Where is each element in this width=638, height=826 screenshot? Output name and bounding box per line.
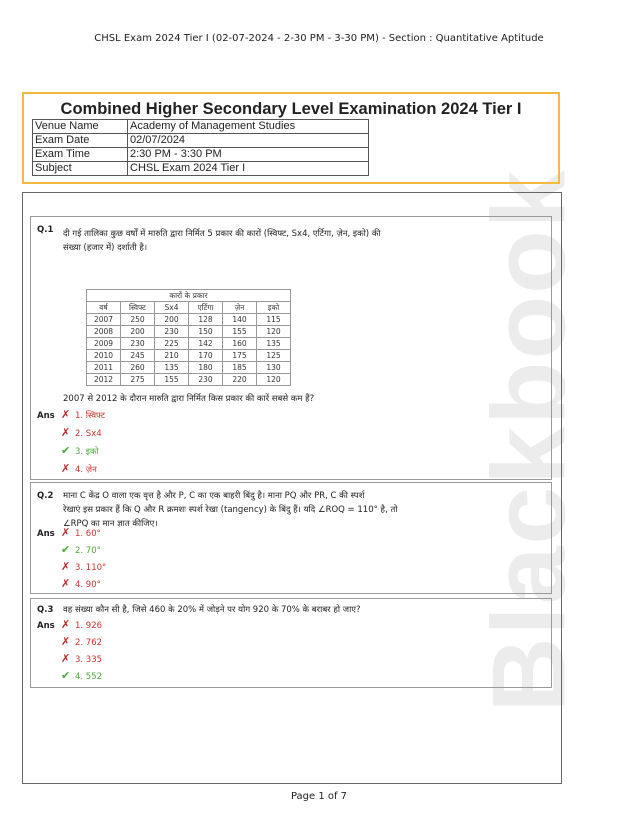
question-number: Q.1 [37,225,54,235]
table-row [87,374,291,386]
answer-option [61,543,101,557]
table-row [87,362,291,374]
answer-option [61,426,102,440]
answer-option [61,635,102,649]
watermark-text: Blackbook [471,168,588,712]
table-cell: 160 [223,338,257,350]
answer-option [61,669,102,683]
table-cell: 230 [189,374,223,386]
question-text-line: रेखाएं इस प्रकार हैं कि Q और R क्रमशः स्पर्श रेखा (tangency) के बिंदु हैं। यदि ∠ROQ = 110° है, तो [63,505,398,515]
table-cell: 2008 [87,326,121,338]
table-cell: 120 [257,326,291,338]
table-cell: 210 [155,350,189,362]
question-block-1 [30,216,552,480]
info-row [33,120,369,134]
answer-label: Ans [37,621,55,631]
question-text-line: ∠RPQ का मान ज्ञात कीजिए। [63,519,158,529]
table-cell: 185 [223,362,257,374]
option-text: 1. स्विफ्ट [75,411,105,421]
table-header-row [87,302,291,314]
table-cell: 120 [257,374,291,386]
question-text-line: संख्या (हजार में) दर्शाती है। [63,243,148,253]
table-cell: 250 [121,314,155,326]
exam-info-box [22,92,560,184]
option-text: 3. इको [75,447,99,457]
question-text [63,603,360,617]
table-cell: 260 [121,362,155,374]
info-key: Venue Name [33,120,128,134]
info-value: 2:30 PM - 3:30 PM [128,148,369,162]
question-block-2 [30,482,552,594]
answer-option [61,652,102,666]
option-text: 3. 335 [75,655,103,665]
cross-icon: ✗ [61,577,71,590]
table-cell: 230 [121,338,155,350]
table-cell: 130 [257,362,291,374]
info-row [33,148,369,162]
table-cell: 135 [257,338,291,350]
table-cell: 230 [155,326,189,338]
answer-option [61,560,106,574]
question-prompt: 2007 से 2012 के दौरान मारुति द्वारा निर्मित किस प्रकार की कारें सबसे कम हैं? [63,394,315,404]
table-row [87,350,291,362]
table-header: एर्टिगा [189,302,223,314]
table-cell: 200 [155,314,189,326]
table-cell: 140 [223,314,257,326]
data-table [86,289,291,386]
table-cell: 220 [223,374,257,386]
question-text-line: दी गई तालिका कुछ वर्षों में मारुति द्वारा निर्मित 5 प्रकार की कारों (स्विफ्ट, Sx4, एर्टिगा, ज़ेन, इको) की [63,229,381,239]
answer-option [61,462,97,476]
option-text: 1. 60° [75,529,101,539]
table-header: वर्ष [87,302,121,314]
page-header: CHSL Exam 2024 Tier I (02-07-2024 - 2-30 PM - 3-30 PM) - Section : Quantitative Aptitude [94,33,544,44]
answer-label: Ans [37,411,55,421]
question-number: Q.2 [37,491,54,501]
cross-icon: ✗ [61,526,71,539]
table-cell: 125 [257,350,291,362]
question-text-line: वह संख्या कौन सी है, जिसे 460 के 20% में जोड़ने पर योग 920 के 70% के बराबर हो जाए? [63,605,361,615]
info-key: Exam Date [33,134,128,148]
cross-icon: ✗ [61,408,71,421]
question-text-line: माना C केंद्र O वाला एक वृत्त है और P, C का एक बाहरी बिंदु है। माना PQ और PR, C की स्पर्श [63,491,365,501]
option-text: 2. Sx4 [75,429,102,439]
table-caption: कारों के प्रकार [87,290,291,302]
info-row [33,134,369,148]
table-cell: 170 [189,350,223,362]
table-cell: 175 [223,350,257,362]
info-value: Academy of Management Studies [128,120,369,134]
info-value: CHSL Exam 2024 Tier I [128,162,369,176]
question-text [63,489,398,531]
table-cell: 2011 [87,362,121,374]
table-cell: 128 [189,314,223,326]
option-text: 1. 926 [75,621,103,631]
table-header: Sx4 [155,302,189,314]
table-cell: 142 [189,338,223,350]
info-key: Subject [33,162,128,176]
table-cell: 225 [155,338,189,350]
table-cell: 2007 [87,314,121,326]
table-header: स्विफ्ट [121,302,155,314]
table-cell: 275 [121,374,155,386]
table-cell: 135 [155,362,189,374]
exam-title: Combined Higher Secondary Level Examination 2024 Tier I [60,100,522,118]
option-text: 3. 110° [75,563,107,573]
cross-icon: ✗ [61,635,71,648]
option-text: 4. 552 [75,672,103,682]
cross-icon: ✗ [61,652,71,665]
exam-info-table [32,119,369,176]
table-cell: 2009 [87,338,121,350]
option-text: 4. 90° [75,580,101,590]
option-text: 2. 70° [75,546,101,556]
cross-icon: ✗ [61,426,71,439]
option-text: 4. ज़ेन [75,465,97,475]
question-block-3 [30,598,552,688]
question-number: Q.3 [37,605,54,615]
table-header: इको [257,302,291,314]
question-text [63,227,381,255]
answer-option [61,408,105,422]
table-row [87,314,291,326]
table-cell: 150 [189,326,223,338]
info-key: Exam Time [33,148,128,162]
cross-icon: ✗ [61,560,71,573]
table-cell: 200 [121,326,155,338]
info-row [33,162,369,176]
cross-icon: ✗ [61,462,71,475]
info-value: 02/07/2024 [128,134,369,148]
cross-icon: ✗ [61,618,71,631]
table-cell: 115 [257,314,291,326]
check-icon: ✔ [61,543,71,556]
table-cell: 155 [155,374,189,386]
answer-option [61,618,102,632]
table-cell: 245 [121,350,155,362]
table-cell: 2012 [87,374,121,386]
answer-option [61,526,101,540]
option-text: 2. 762 [75,638,103,648]
check-icon: ✔ [61,669,71,682]
answer-option [61,444,99,458]
table-cell: 180 [189,362,223,374]
table-row [87,338,291,350]
page-footer: Page 1 of 7 [290,791,348,802]
table-header: ज़ेन [223,302,257,314]
answer-option [61,577,101,591]
check-icon: ✔ [61,444,71,457]
answer-label: Ans [37,529,55,539]
table-cell: 155 [223,326,257,338]
table-row [87,326,291,338]
table-cell: 2010 [87,350,121,362]
